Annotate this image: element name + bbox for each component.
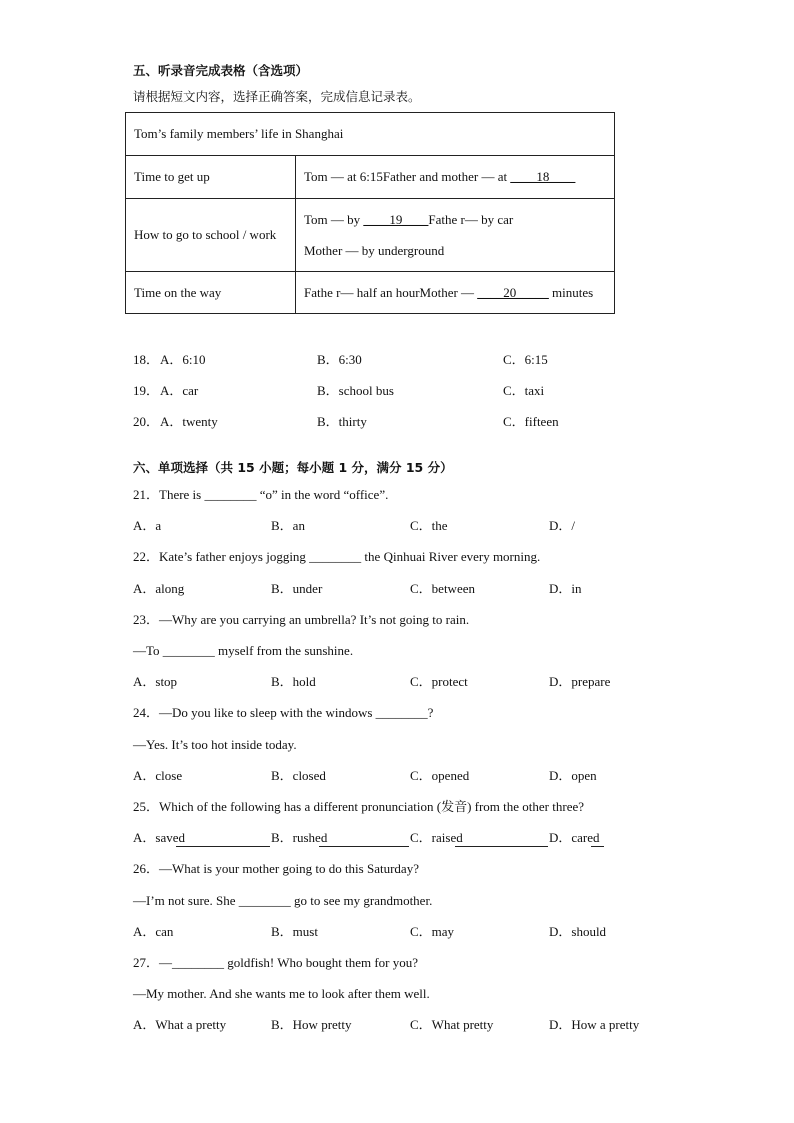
- option-d[interactable]: D．How a pretty: [549, 1017, 640, 1032]
- option-a[interactable]: A．a: [133, 518, 162, 533]
- question-21-stem: 21．There is ________ “o” in the word “office”.: [133, 487, 389, 502]
- option-b[interactable]: B．must: [271, 924, 318, 939]
- table-header: Tom’s family members’ life in Shanghai: [126, 113, 615, 156]
- row-value: Tom — at 6:15Father and mother — at ____18____: [296, 156, 615, 199]
- info-table: [125, 112, 615, 314]
- option-b[interactable]: B．an: [271, 518, 305, 533]
- option-b[interactable]: B．under: [271, 581, 323, 596]
- blank-18: ____18____: [510, 169, 576, 184]
- option-c[interactable]: C．between: [410, 581, 475, 596]
- question-27-stem: 27．—________ goldfish! Who bought them for you?: [133, 955, 419, 970]
- option-b[interactable]: B．school bus: [317, 383, 394, 398]
- table-row: [126, 272, 615, 314]
- question-26-reply: —I’m not sure. She ________ go to see my grandmother.: [133, 893, 433, 908]
- option-a[interactable]: A．can: [133, 924, 174, 939]
- option-b[interactable]: B．thirty: [317, 414, 367, 429]
- question-24-stem: 24．—Do you like to sleep with the windows ________?: [133, 705, 434, 720]
- option-d[interactable]: D．open: [549, 768, 597, 783]
- question-23-stem: 23．—Why are you carrying an umbrella? It’s not going to rain.: [133, 612, 470, 627]
- blank-20: ____20_____: [477, 284, 549, 300]
- option-c[interactable]: C．may: [410, 924, 455, 939]
- option-d[interactable]: D．cared: [549, 830, 600, 845]
- question-24-reply: —Yes. It’s too hot inside today.: [133, 737, 297, 752]
- option-a[interactable]: A．What a pretty: [133, 1017, 227, 1032]
- option-a[interactable]: A．along: [133, 581, 185, 596]
- option-a[interactable]: A．twenty: [160, 414, 218, 429]
- option-a[interactable]: A．stop: [133, 674, 178, 689]
- option-c[interactable]: C．What pretty: [410, 1017, 494, 1032]
- section5-title: 五、听录音完成表格（含选项）: [133, 63, 309, 78]
- row-label: How to go to school / work: [126, 199, 296, 272]
- option-d[interactable]: D．in: [549, 581, 582, 596]
- option-c[interactable]: C．fifteen: [503, 414, 559, 429]
- option-c[interactable]: C．6:15: [503, 352, 548, 367]
- row-value: Fathe r— half an hourMother — ____20_____ minutes: [296, 272, 615, 314]
- question-26-stem: 26．—What is your mother going to do this Saturday?: [133, 861, 419, 876]
- question-23-reply: —To ________ myself from the sunshine.: [133, 643, 354, 658]
- table-row: [126, 199, 615, 272]
- question-25-stem: 25．Which of the following has a different pronunciation (发音) from the other three?: [133, 799, 585, 814]
- question-27-reply: —My mother. And she wants me to look after them well.: [133, 986, 430, 1001]
- option-a[interactable]: A．close: [133, 768, 183, 783]
- row-label: Time on the way: [126, 272, 296, 314]
- option-c[interactable]: C．protect: [410, 674, 468, 689]
- question-22-stem: 22．Kate’s father enjoys jogging ________ the Qinhuai River every morning.: [133, 549, 541, 564]
- option-c[interactable]: C．taxi: [503, 383, 545, 398]
- option-b[interactable]: B．How pretty: [271, 1017, 352, 1032]
- option-c[interactable]: C．the: [410, 518, 448, 533]
- option-d[interactable]: D．should: [549, 924, 607, 939]
- option-a[interactable]: A．car: [160, 383, 199, 398]
- option-c[interactable]: C．opened: [410, 768, 470, 783]
- exam-page: 五、听录音完成表格（含选项） 请根据短文内容，选择正确答案，完成信息记录表。 Tom’s family members’ life in Shanghai Time to get up Tom — at 6:15Father and mother — at ____18____ How to go to school / work Tom — by ____19____Fathe r— by car Mother — by underground Time on the way Fathe r— half an hourMother — ____20_____ minutes 18． A．6:10 B．6:30 C．6:15 19． A．car B．school bus C．taxi 20． A．twenty B．thirty C．fifteen 六、单项选择（共 15 小题；每小题 1 分，满分 15 分） 21．There is ________ “o” in the word “office”. A．a B．an C．the D．/ 22．Kate’s father enjoys jogging ________ the Qinhuai River every morning. A．along B．under C．between D．in 23．—Why are you carrying an umbrella? It’s not going to rain. —To ________ myself from the sunshine. A．stop B．hold C．protect D．prepare 24．—Do you like to sleep with the windows ________? —Yes. It’s too hot inside today. A．close B．closed C．opened D．open 25．Which of the following has a different pronunciation (发音) from the other three? A．saved B．rushed C．raised D．cared 26．—What is your mother going to do this Saturday? —I’m not sure. She ________ go to see my grandmother. A．can B．must C．may D．should 27．—________ goldfish! Who bought them for you? —My mother. And she wants me to look after them well. A．What a pretty B．How pretty C．What pretty D．How a pretty: [0, 0, 794, 1123]
- option-a[interactable]: A．6:10: [160, 352, 206, 367]
- option-b[interactable]: B．rushed: [271, 830, 328, 845]
- option-b[interactable]: B．6:30: [317, 352, 362, 367]
- row-label: Time to get up: [126, 156, 296, 199]
- section5-instruction: 请根据短文内容，选择正确答案，完成信息记录表。: [133, 89, 421, 104]
- blank-19: ____19____: [363, 212, 429, 227]
- row-value: Tom — by ____19____Fathe r— by car Mother — by underground: [296, 199, 615, 272]
- option-d[interactable]: D．/: [549, 518, 576, 533]
- option-d[interactable]: D．prepare: [549, 674, 611, 689]
- option-a[interactable]: A．saved: [133, 830, 185, 845]
- option-c[interactable]: C．raised: [410, 830, 463, 845]
- table-row: [126, 156, 615, 199]
- option-b[interactable]: B．closed: [271, 768, 326, 783]
- section6-title: 六、单项选择（共 15 小题；每小题 1 分，满分 15 分）: [133, 460, 453, 475]
- option-b[interactable]: B．hold: [271, 674, 316, 689]
